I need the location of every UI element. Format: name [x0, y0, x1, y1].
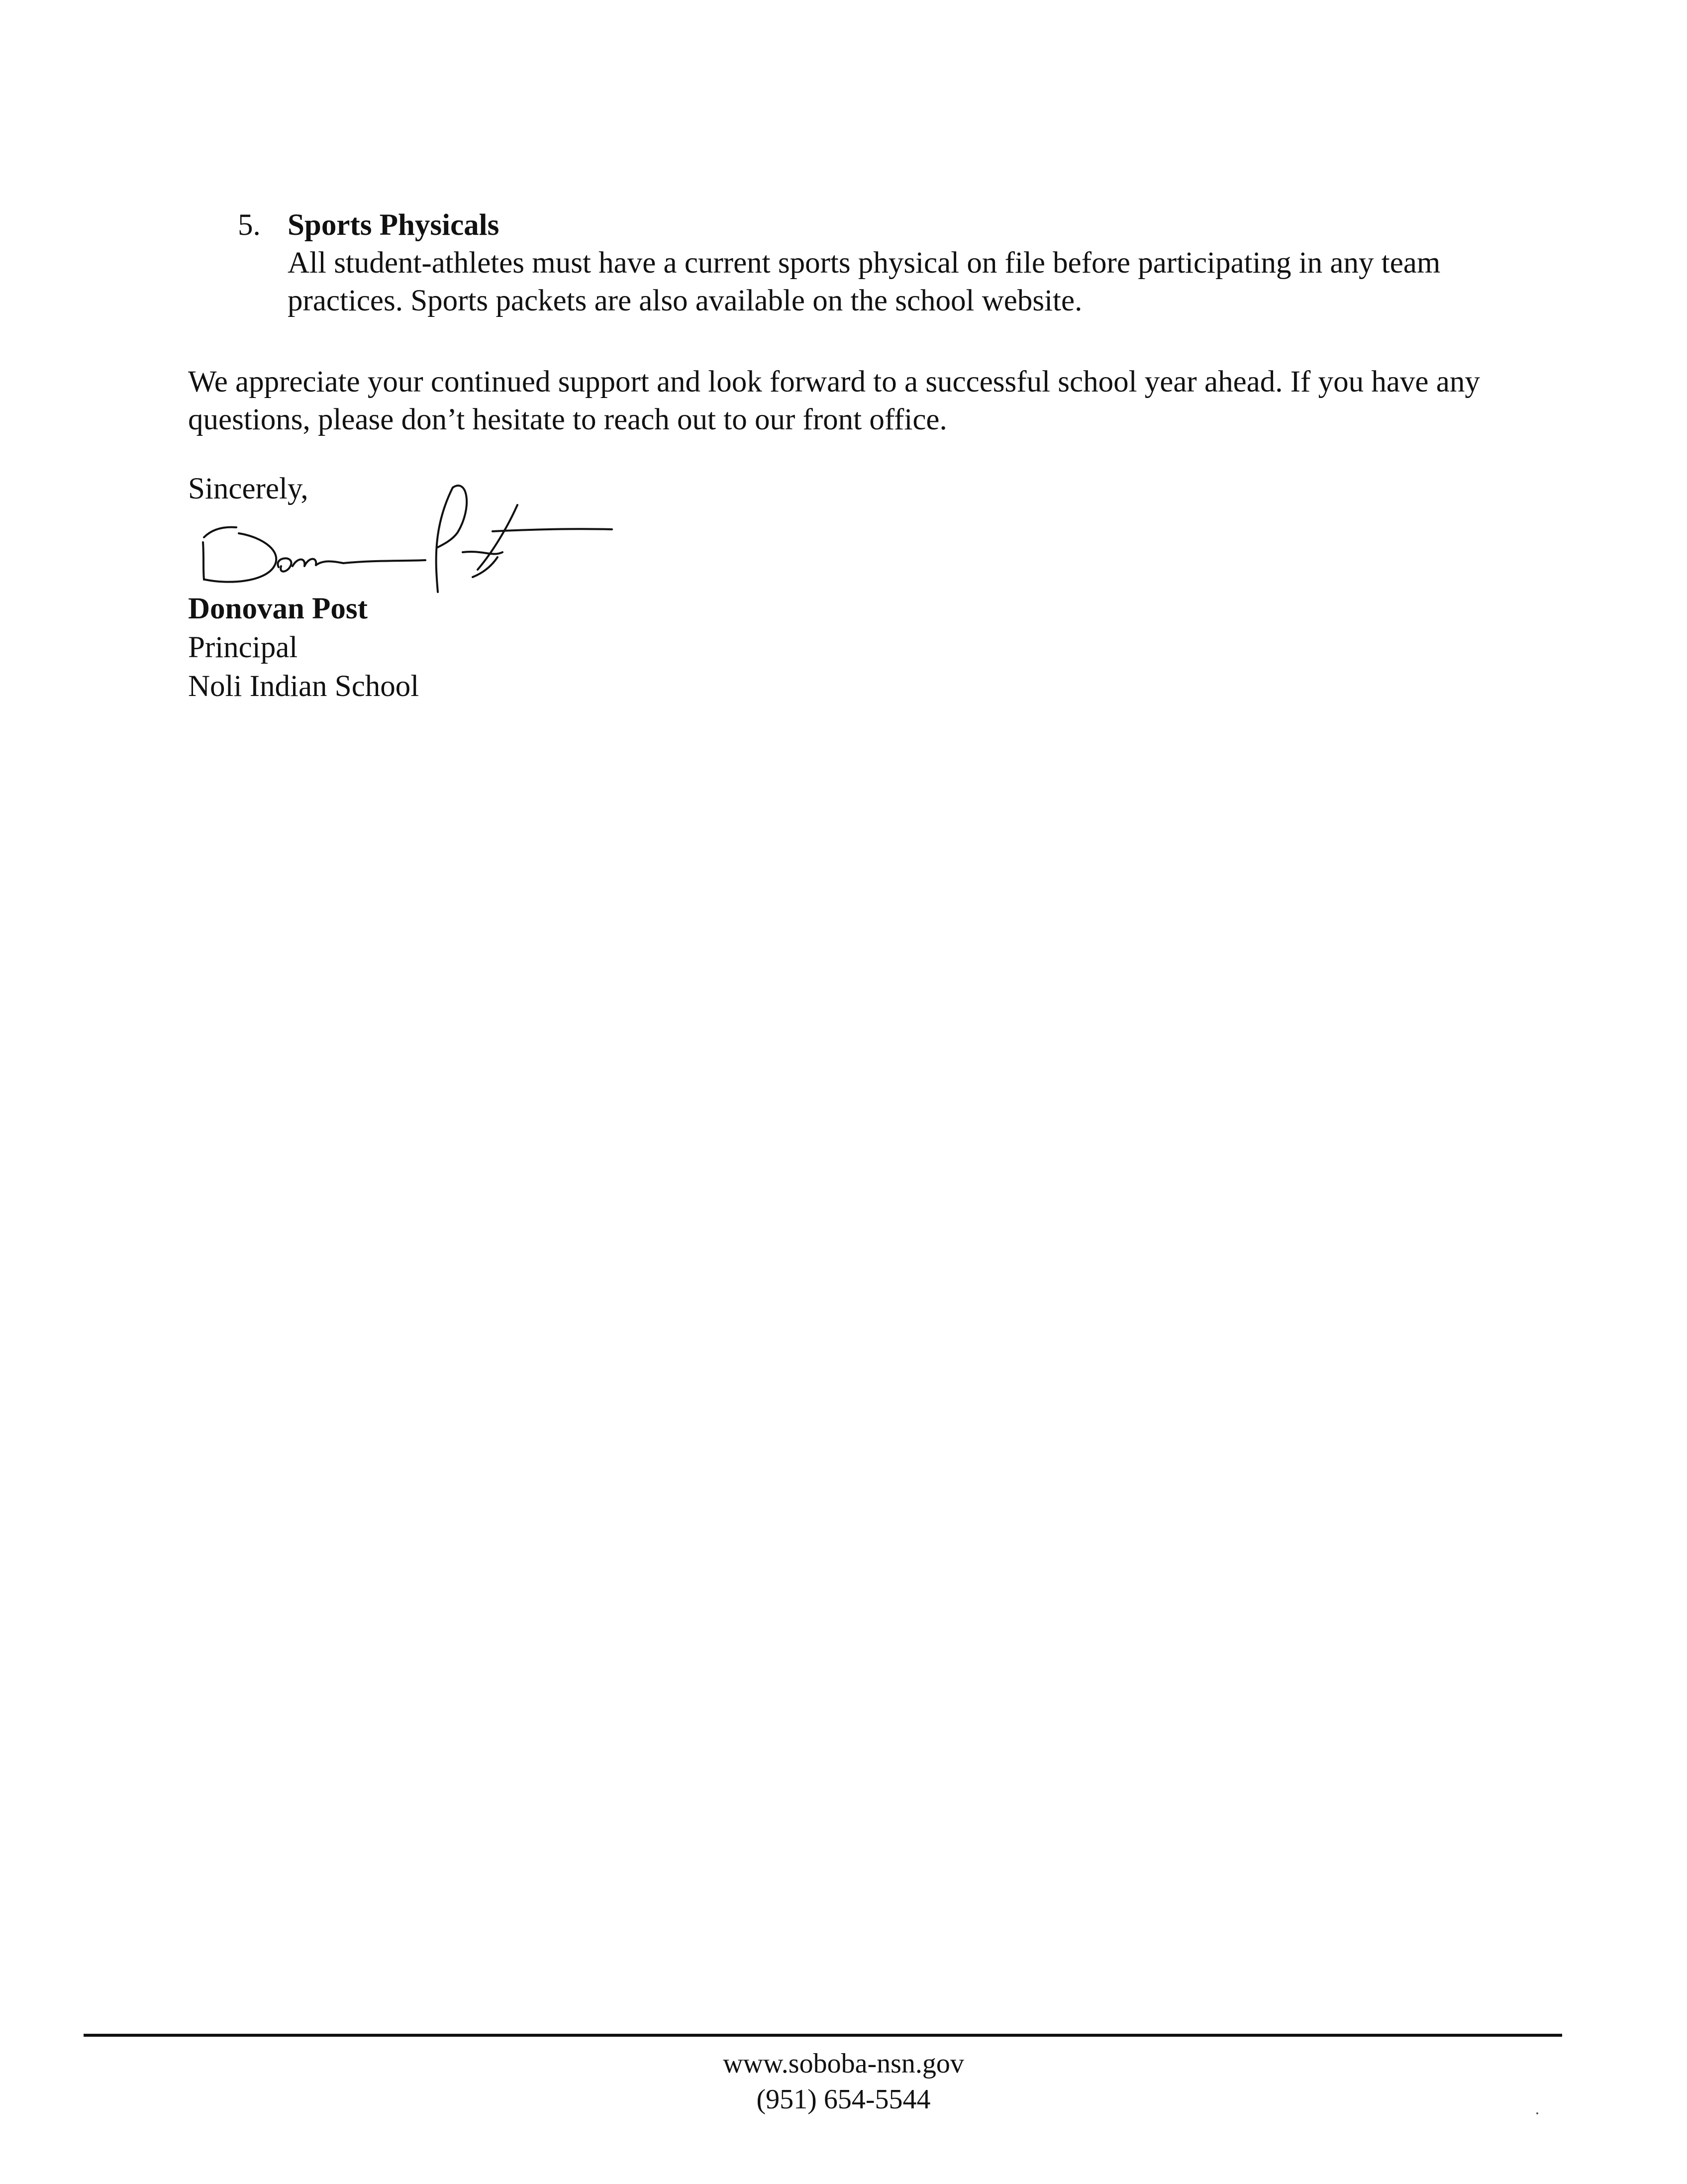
handwritten-signature: [174, 478, 622, 597]
signer-name: Donovan Post: [188, 592, 368, 625]
closing-paragraph: We appreciate your continued support and look forward to a successful school year ahead. If you have any questions, please don’t hesitate to reach out to our front office.: [188, 365, 1480, 436]
signer-organization: Noli Indian School: [188, 670, 419, 703]
list-item-number: 5.: [238, 208, 261, 242]
sign-off: Sincerely,: [188, 472, 308, 505]
scan-speck: [1536, 2112, 1538, 2114]
signer-block: [188, 590, 419, 706]
footer: [0, 2046, 1687, 2117]
signer-title: Principal: [188, 631, 298, 664]
footer-website: www.soboba-nsn.gov: [723, 2048, 964, 2079]
footer-phone: (951) 654-5544: [756, 2084, 931, 2115]
footer-divider: [84, 2034, 1562, 2037]
list-item-content: [288, 206, 1531, 320]
list-item-body: All student-athletes must have a current sports physical on file before participating in any team practices. Sports packets are also available on the school website.: [288, 246, 1441, 317]
list-item-heading: Sports Physicals: [288, 208, 499, 242]
